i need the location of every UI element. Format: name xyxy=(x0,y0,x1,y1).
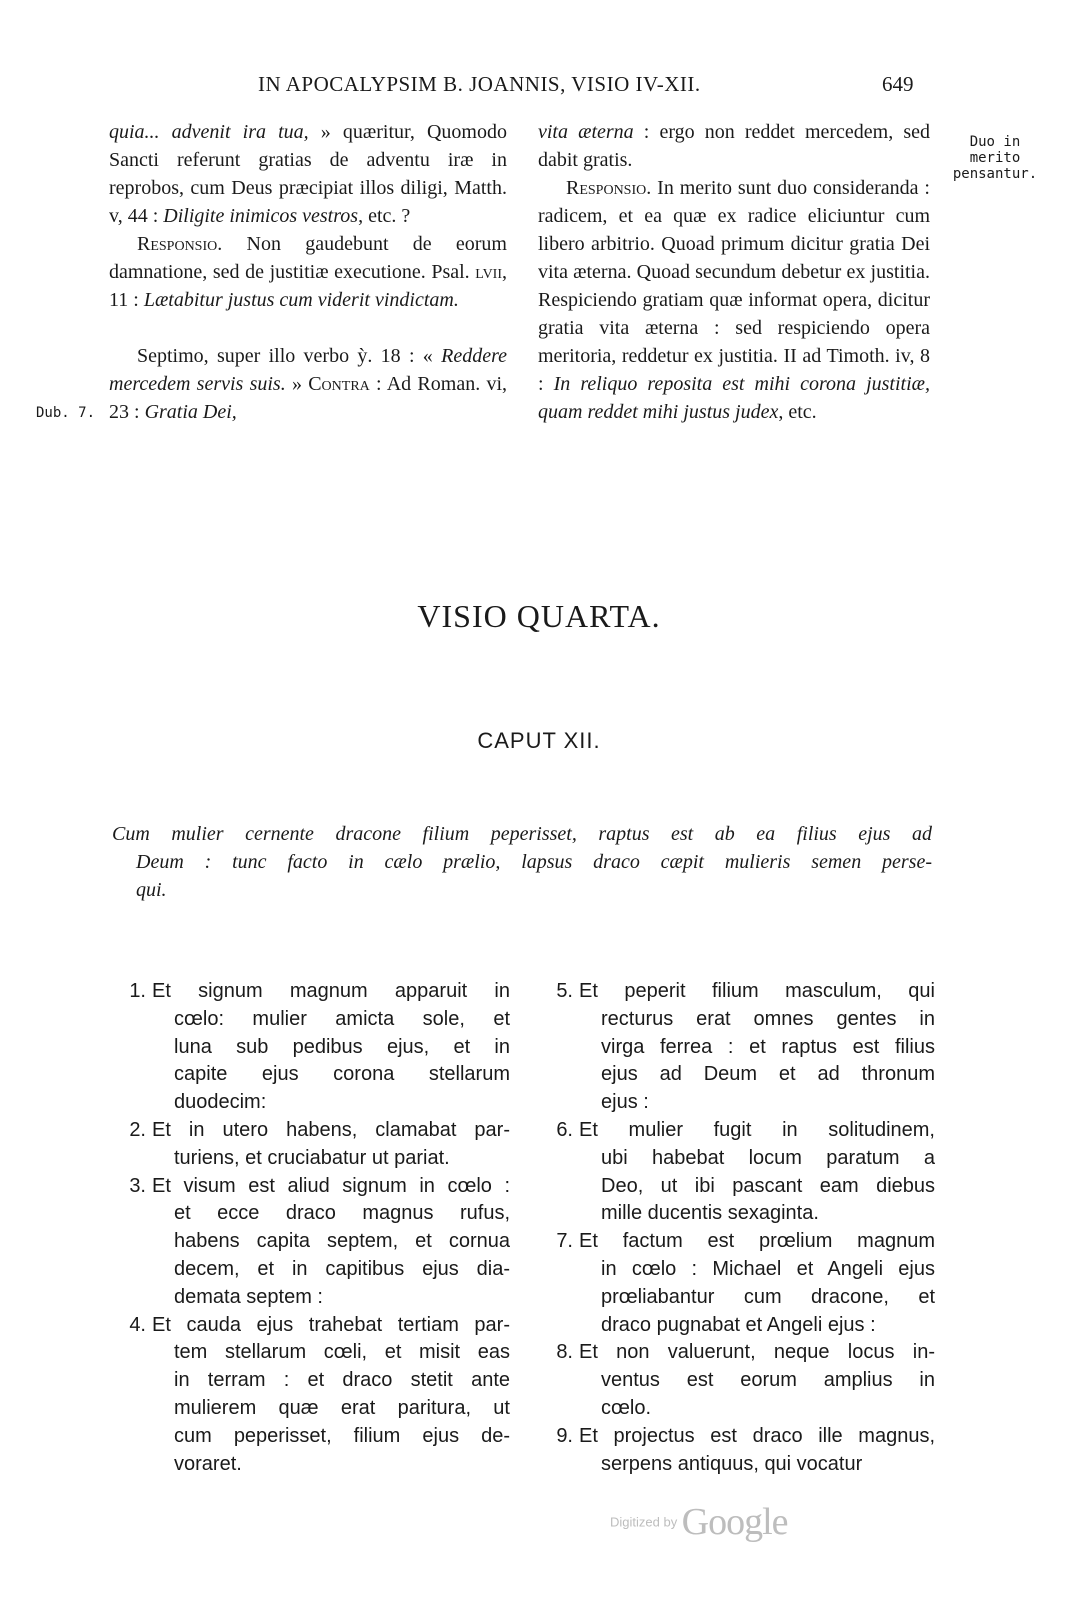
verse xyxy=(543,1339,935,1422)
summary-line: Cum mulier cernente dracone filium peperisset, raptus est ab ea filius ejus ad xyxy=(112,823,932,845)
verse-number: 6. xyxy=(556,1118,573,1141)
verse-line: turiens, et cruciabatur ut pariat. xyxy=(174,1146,450,1169)
verse-line: in terram : et draco stetit ante xyxy=(174,1369,510,1392)
verse-number: 5. xyxy=(556,980,573,1002)
right-text-column xyxy=(538,118,930,426)
text-span: Diligite inimicos vestros xyxy=(163,205,359,227)
text-span: vita æterna xyxy=(538,121,634,143)
verse-line: Et cauda ejus trahebat tertiam par- xyxy=(152,1313,510,1336)
verse-line: et ecce draco magnus rufus, xyxy=(174,1202,510,1225)
chapter-summary xyxy=(112,820,932,904)
verse xyxy=(116,1117,510,1173)
page-number: 649 xyxy=(882,72,914,96)
verse-text xyxy=(152,1312,510,1479)
text-span: Gratia Dei, xyxy=(144,401,237,423)
verse-line: luna sub pedibus ejus, et in xyxy=(174,1035,510,1058)
verse-line: ventus est eorum amplius in xyxy=(601,1369,935,1392)
verse xyxy=(116,1312,510,1479)
verse-text xyxy=(152,1117,510,1173)
margin-note-duo-in-merito xyxy=(940,134,1050,182)
verse xyxy=(116,978,510,1117)
paragraph xyxy=(109,118,507,230)
paragraph xyxy=(109,230,507,314)
verses-right-column xyxy=(543,978,935,1478)
verse-number: 8. xyxy=(556,1341,573,1364)
verse-line: Deo, ut ibi pascant eam diebus xyxy=(601,1174,935,1197)
verse-text xyxy=(579,1228,935,1339)
running-header-title: IN APOCALYPSIM B. JOANNIS, VISIO IV-XII. xyxy=(258,72,701,96)
verse-text xyxy=(579,1423,935,1479)
text-span: , etc. xyxy=(778,401,817,423)
verse-line: prœliabantur cum dracone, et xyxy=(601,1285,935,1308)
verse-line: ubi habebat locum paratum a xyxy=(601,1146,935,1169)
verse-line: Et in utero habens, clamabat par- xyxy=(152,1118,510,1141)
verse-text xyxy=(579,1339,935,1422)
text-span: , etc. ? xyxy=(358,205,411,227)
verse-text xyxy=(579,1117,935,1228)
verse-number: 9. xyxy=(556,1424,573,1447)
verse-number: 7. xyxy=(556,1230,573,1253)
verse-line: Et factum est prœlium magnum xyxy=(579,1230,935,1253)
verse-line: Et projectus est draco ille magnus, xyxy=(579,1424,935,1447)
google-logo: Google xyxy=(681,1501,788,1543)
summary-line: Deum : tunc facto in cælo prælio, lapsus draco cæpit mulieris semen perse- xyxy=(136,851,932,873)
summary-line: qui. xyxy=(136,879,167,901)
margin-note-line: merito xyxy=(969,150,1021,166)
verse xyxy=(543,1228,935,1339)
verses-left-column xyxy=(116,978,510,1478)
verse-line: habens capita septem, et cornua xyxy=(174,1230,510,1253)
verse-text xyxy=(152,1173,510,1312)
verse-line: mulierem quæ erat paritura, ut xyxy=(174,1396,510,1419)
verse-line: Et peperit filium masculum, qui xyxy=(579,980,935,1002)
verse-text xyxy=(152,978,510,1117)
verse-line: Et non valuerunt, neque locus in- xyxy=(579,1341,935,1364)
text-span: Contra xyxy=(308,373,370,395)
verse-text xyxy=(579,978,935,1117)
verse-line: mille ducentis sexaginta. xyxy=(601,1202,819,1225)
verse-number: 4. xyxy=(129,1313,146,1336)
text-span: » xyxy=(285,373,309,395)
verse xyxy=(543,978,935,1117)
verse-line: Et signum magnum apparuit in xyxy=(152,980,510,1002)
verse-line: cum peperisset, filium ejus de- xyxy=(174,1424,510,1447)
paragraph xyxy=(538,118,930,174)
verse-line: capite ejus corona stellarum xyxy=(174,1063,510,1086)
verse xyxy=(543,1117,935,1228)
verse-line: duodecim: xyxy=(174,1091,267,1114)
caput-heading: CAPUT XII. xyxy=(477,728,601,753)
text-span: » quæritur, Quomodo Sancti referunt gratias de adventu iræ in reprobos, cum Deus præcipiat illos diligi, Matth. v, 44 : xyxy=(109,121,507,227)
text-span: Lætabitur justus cum viderit vindictam. xyxy=(143,289,459,311)
verse-line: Et mulier fugit in solitudinem, xyxy=(579,1118,935,1141)
text-span: Non gaudebunt de eorum damnatione, sed de justitiæ executione. Psal. xyxy=(109,233,507,283)
paragraph xyxy=(109,342,507,426)
margin-note-line: pensantur. xyxy=(952,166,1038,182)
text-span: Responsio. xyxy=(137,233,223,255)
paragraph xyxy=(538,174,930,426)
text-span: : ergo non reddet mercedem, sed dabit gratis. xyxy=(538,121,930,171)
text-span: In reliquo reposita est mihi corona justitiæ, quam reddet mihi justus judex xyxy=(538,373,930,423)
verse-line: draco pugnabat et Angeli ejus : xyxy=(601,1313,876,1336)
verse-number: 2. xyxy=(129,1118,146,1141)
text-span: , 11 : xyxy=(109,261,507,311)
margin-note-dubium: Dub. 7. xyxy=(36,405,96,421)
verse-line: cœlo. xyxy=(601,1396,651,1419)
verse xyxy=(116,1173,510,1312)
verse-line: in cœlo : Michael et Angeli ejus xyxy=(601,1257,935,1280)
text-span: quia... advenit ira tua, xyxy=(109,121,309,143)
verse-line: cœlo: mulier amicta sole, et xyxy=(174,1007,510,1030)
verse-number: 1. xyxy=(129,980,146,1002)
text-span: Reddere mercedem servis suis. xyxy=(109,345,507,395)
visio-heading: VISIO QUARTA. xyxy=(417,598,661,634)
text-span: : Ad Roman. vi, 23 : xyxy=(109,373,507,423)
verse-line: decem, et in capitibus ejus dia- xyxy=(174,1257,510,1280)
verse-line: virga ferrea : et raptus est filius xyxy=(601,1035,935,1058)
digitized-by-google-watermark xyxy=(610,1500,788,1544)
verse-line: demata septem : xyxy=(174,1285,323,1308)
margin-note-line: Duo in xyxy=(969,134,1021,150)
verse-line: Et visum est aliud signum in cœlo : xyxy=(152,1174,510,1197)
verse-number: 3. xyxy=(129,1174,146,1197)
text-span: Septimo, super illo verbo ỳ. 18 : « xyxy=(137,345,442,367)
text-span: lvii xyxy=(475,261,502,283)
verse-line: ejus : xyxy=(601,1091,649,1114)
verse-line: tem stellarum cœli, et misit eas xyxy=(174,1341,510,1364)
left-text-column xyxy=(109,118,507,426)
verse xyxy=(543,1423,935,1479)
text-span: In merito sunt duo consideranda : radicem, et ea quæ ex radice eliciuntur cum libero arbitrio. Quoad primum dicitur gratia Dei vita æterna. Quoad secundum debetur ex justitia. Respiciendo gratiam quæ informat opera, dicitur gratia vita æterna : sed respiciendo opera meritoria, reddetur ex justitia. II ad Timoth. iv, 8 : xyxy=(538,177,930,395)
verse-line: recturus erat omnes gentes in xyxy=(601,1007,935,1030)
verse-line: ejus ad Deum et ad thronum xyxy=(601,1063,935,1086)
verse-line: serpens antiquus, qui vocatur xyxy=(601,1452,863,1475)
text-span: Responsio. xyxy=(566,177,652,199)
verse-line: voraret. xyxy=(174,1452,242,1475)
digitized-by-text: Digitized by xyxy=(610,1514,678,1530)
